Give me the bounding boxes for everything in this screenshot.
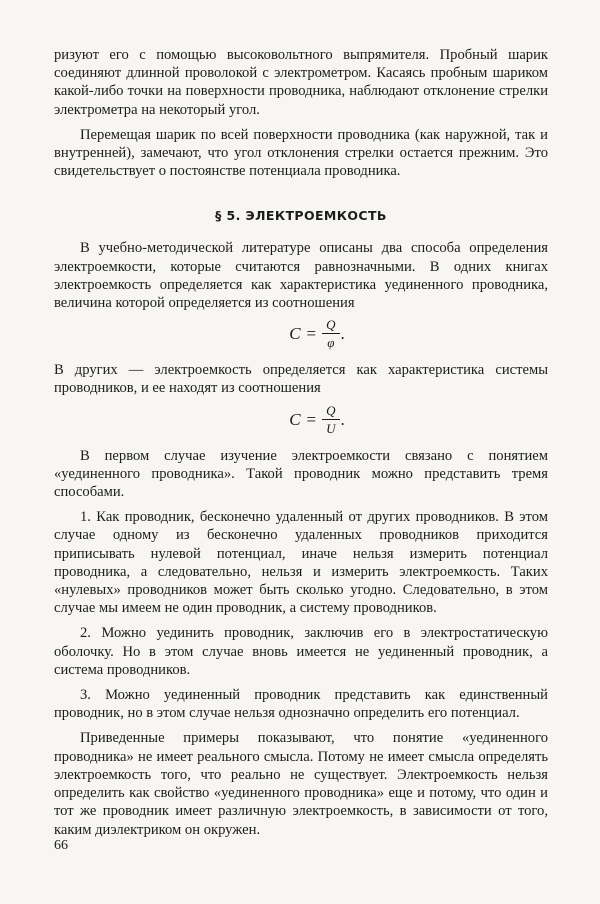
list-item-3: 3. Можно уединенный проводник представить как единственный проводник, но в этом случае нельзя однозначно определить его потенциал. — [54, 687, 548, 722]
formula-1-equals: = — [306, 324, 317, 344]
formula-2-denominator: U — [326, 420, 336, 436]
formula-2-period: . — [340, 409, 345, 429]
formula-1-numerator: Q — [322, 318, 339, 334]
formula-1-denominator: φ — [327, 335, 335, 351]
list-item-2: 2. Можно уединить проводник, заключив его в электростатическую оболочку. Но в этом случае вновь имеется не уединенный проводник, а система проводников. — [54, 625, 548, 678]
formula-1-fraction — [322, 318, 339, 350]
list-item-1: 1. Как проводник, бесконечно удаленный от других проводников. В этом случае одному из бесконечно удаленных проводников приходится приписывать нулевой потенциал, иначе нельзя измерить потенциал проводника, а следовательно, нельзя и измерить электроемкость. Таких «нулевых» проводников может быть сколько угодно. Следовательно, в этом случае мы имеем не один проводник, а систему проводников. — [54, 509, 548, 617]
paragraph-2: В других — электроемкость определяется как характеристика системы проводников, и ее находят из соотношения — [54, 362, 548, 397]
page-number: 66 — [54, 838, 68, 853]
formula-1-lhs: C — [289, 324, 301, 344]
paragraph-3: В первом случае изучение электроемкости связано с понятием «уединенного проводника». Такой проводник можно представить тремя способами. — [54, 447, 548, 501]
formula-2-numerator: Q — [322, 404, 339, 420]
formula-capacitance-isolated — [54, 315, 548, 353]
paragraph-intro-1: ризуют его с помощью высоковольтного выпрямителя. Пробный шарик соединяют длинной проволокой с электрометром. Касаясь пробным шариком какой-либо точки на поверхности проводника, наблюдают отклонение стрелки электрометра на некоторый угол. — [54, 47, 548, 118]
formula-2-fraction — [322, 404, 339, 436]
paragraph-4: Приведенные примеры показывают, что понятие «уединенного проводника» не имеет реального смысла. Потому не имеет смысла определять электроемкость того, что реально не существует. Электроемкость нельзя определить как свойство «уединенного проводника» еще и потому, что один и тот же проводник имеет различную электроемкость, в зависимости от того, каким диэлектриком он окружен. — [54, 730, 548, 838]
section-title: § 5. ЭЛЕКТРОЕМКОСТЬ — [215, 208, 387, 224]
formula-2-equals: = — [306, 409, 317, 429]
formula-1-period: . — [340, 324, 345, 344]
formula-capacitance-system — [54, 401, 548, 439]
paragraph-intro-2: Перемещая шарик по всей поверхности проводника (как наружной, так и внутренней), замечают, что угол отклонения стрелки остается прежним. Это свидетельствует о постоянстве потенциала проводника. — [54, 126, 548, 180]
paragraph-1: В учебно-методической литературе описаны два способа определения электроемкости, которые считаются равнозначными. В одних книгах электроемкость определяется как характеристика уединенного проводника, величина которой определяется из соотношения — [54, 240, 548, 312]
formula-2-lhs: C — [289, 409, 301, 429]
